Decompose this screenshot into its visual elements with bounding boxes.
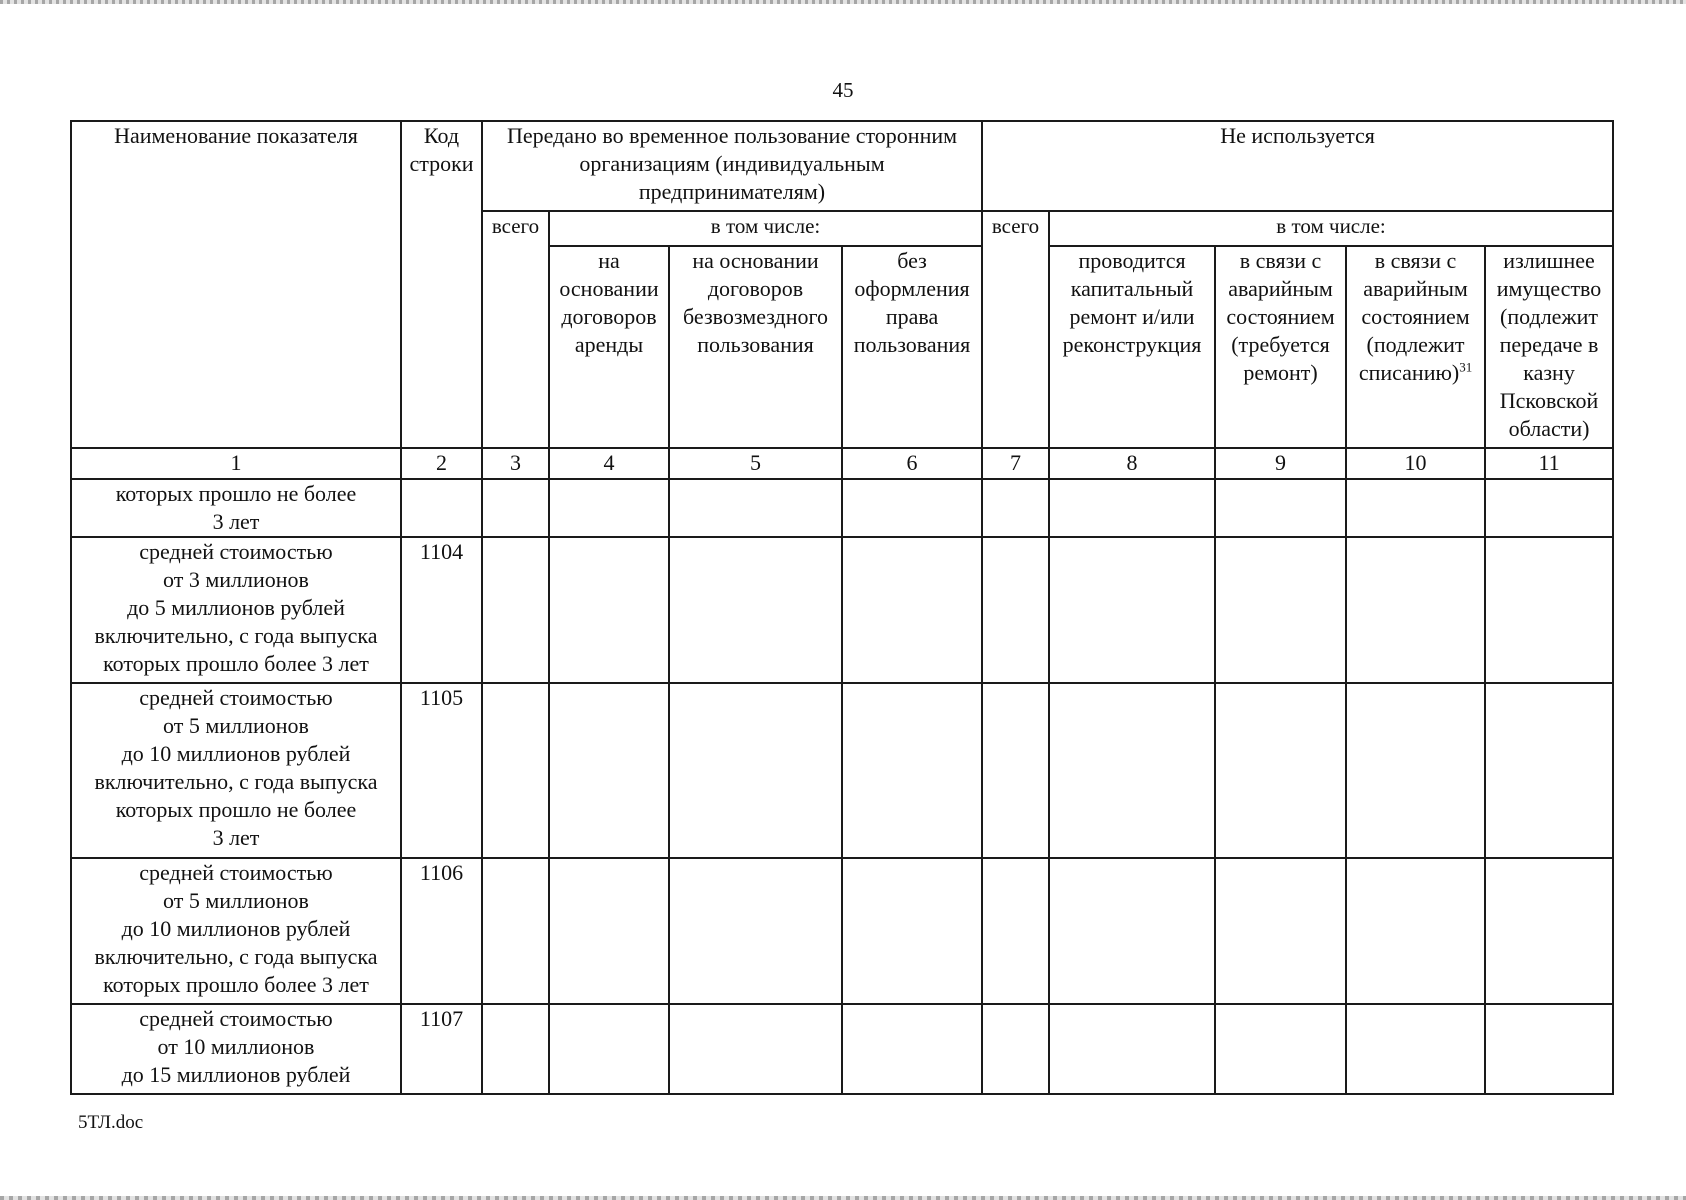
data-cell <box>1049 479 1215 537</box>
column-number: 4 <box>549 448 669 479</box>
column-number: 9 <box>1215 448 1346 479</box>
data-cell <box>982 858 1049 1004</box>
data-cell <box>1346 858 1485 1004</box>
header-no-title: без оформления права пользования <box>842 246 982 448</box>
data-cell <box>549 537 669 683</box>
data-cell <box>982 683 1049 858</box>
data-cell <box>842 1004 982 1094</box>
data-cell <box>1485 479 1613 537</box>
table-row <box>71 858 1613 1004</box>
header-code-cell: Код строки <box>401 121 482 448</box>
data-cell <box>1215 479 1346 537</box>
data-cell <box>1485 683 1613 858</box>
scan-edge-bottom <box>0 1196 1686 1200</box>
data-cell <box>482 479 549 537</box>
table-row <box>71 479 1613 537</box>
footnote-marker: 31 <box>1459 359 1473 375</box>
page-number: 45 <box>832 78 854 102</box>
data-cell <box>1049 858 1215 1004</box>
data-cell <box>1215 1004 1346 1094</box>
header-emergency-writeoff-text: в связи с аварийным состоянием (подлежит списанию) <box>1358 248 1470 385</box>
data-cell <box>982 1004 1049 1094</box>
table-row <box>71 1004 1613 1094</box>
data-cell <box>669 1004 842 1094</box>
header-transferred-group: Передано во временное пользование сторонним организациям (индивидуальным предпринимателям) <box>482 121 982 211</box>
data-cell <box>1346 479 1485 537</box>
data-cell <box>482 858 549 1004</box>
column-number: 11 <box>1485 448 1613 479</box>
data-cell <box>1485 537 1613 683</box>
row-code <box>401 479 482 537</box>
data-cell <box>1485 858 1613 1004</box>
row-name: средней стоимостью от 5 миллионов до 10 миллионов рублей включительно, с года выпуска которых прошло более 3 лет <box>71 858 401 1004</box>
data-cell <box>1049 1004 1215 1094</box>
data-cell <box>1346 537 1485 683</box>
row-code: 1107 <box>401 1004 482 1094</box>
row-name: средней стоимостью от 5 миллионов до 10 миллионов рублей включительно, с года выпуска которых прошло не более 3 лет <box>71 683 401 858</box>
data-cell <box>982 479 1049 537</box>
header-capital-repair: проводится капитальный ремонт и/или реконструкция <box>1049 246 1215 448</box>
header-free-use: на основании договоров безвозмездного пользования <box>669 246 842 448</box>
row-name: средней стоимостью от 3 миллионов до 5 миллионов рублей включительно, с года выпуска которых прошло более 3 лет <box>71 537 401 683</box>
form-table <box>70 120 1614 1095</box>
row-code: 1106 <box>401 858 482 1004</box>
data-cell <box>1215 858 1346 1004</box>
column-number-row <box>71 448 1613 479</box>
data-cell <box>549 858 669 1004</box>
header-name-cell: Наименование показателя <box>71 121 401 448</box>
row-code: 1105 <box>401 683 482 858</box>
data-cell <box>1346 683 1485 858</box>
data-cell <box>842 537 982 683</box>
data-cell <box>1215 683 1346 858</box>
data-cell <box>842 858 982 1004</box>
column-number: 2 <box>401 448 482 479</box>
data-cell <box>549 479 669 537</box>
data-cell <box>669 858 842 1004</box>
column-number: 7 <box>982 448 1049 479</box>
header-transferred-total: всего <box>482 211 549 448</box>
column-number: 1 <box>71 448 401 479</box>
data-cell <box>1346 1004 1485 1094</box>
header-not-used-group: Не используется <box>982 121 1613 211</box>
data-cell <box>669 683 842 858</box>
column-number: 10 <box>1346 448 1485 479</box>
data-cell <box>842 479 982 537</box>
data-cell <box>482 537 549 683</box>
table-row <box>71 537 1613 683</box>
row-code: 1104 <box>401 537 482 683</box>
data-cell <box>842 683 982 858</box>
data-cell <box>1049 537 1215 683</box>
row-name: которых прошло не более 3 лет <box>71 479 401 537</box>
data-cell <box>669 479 842 537</box>
data-cell <box>982 537 1049 683</box>
header-emergency-writeoff <box>1346 246 1485 448</box>
document-filename: 5ТЛ.doc <box>78 1112 144 1133</box>
column-number: 6 <box>842 448 982 479</box>
column-number: 5 <box>669 448 842 479</box>
header-row-1 <box>71 121 1613 211</box>
header-emergency-repair: в связи с аварийным состоянием (требуется ремонт) <box>1215 246 1346 448</box>
column-number: 8 <box>1049 448 1215 479</box>
scan-edge-top <box>0 0 1686 4</box>
data-cell <box>1215 537 1346 683</box>
data-cell <box>482 683 549 858</box>
data-cell <box>1485 1004 1613 1094</box>
table-row <box>71 683 1613 858</box>
data-cell <box>549 683 669 858</box>
header-lease: на основании договоров аренды <box>549 246 669 448</box>
data-cell <box>1049 683 1215 858</box>
data-cell <box>669 537 842 683</box>
data-cell <box>482 1004 549 1094</box>
header-transferred-including: в том числе: <box>549 211 982 246</box>
column-number: 3 <box>482 448 549 479</box>
header-surplus: излишнее имущество (подлежит передаче в казну Псковской области) <box>1485 246 1613 448</box>
header-not-used-including: в том числе: <box>1049 211 1613 246</box>
header-not-used-total: всего <box>982 211 1049 448</box>
data-cell <box>549 1004 669 1094</box>
row-name: средней стоимостью от 10 миллионов до 15 миллионов рублей <box>71 1004 401 1094</box>
